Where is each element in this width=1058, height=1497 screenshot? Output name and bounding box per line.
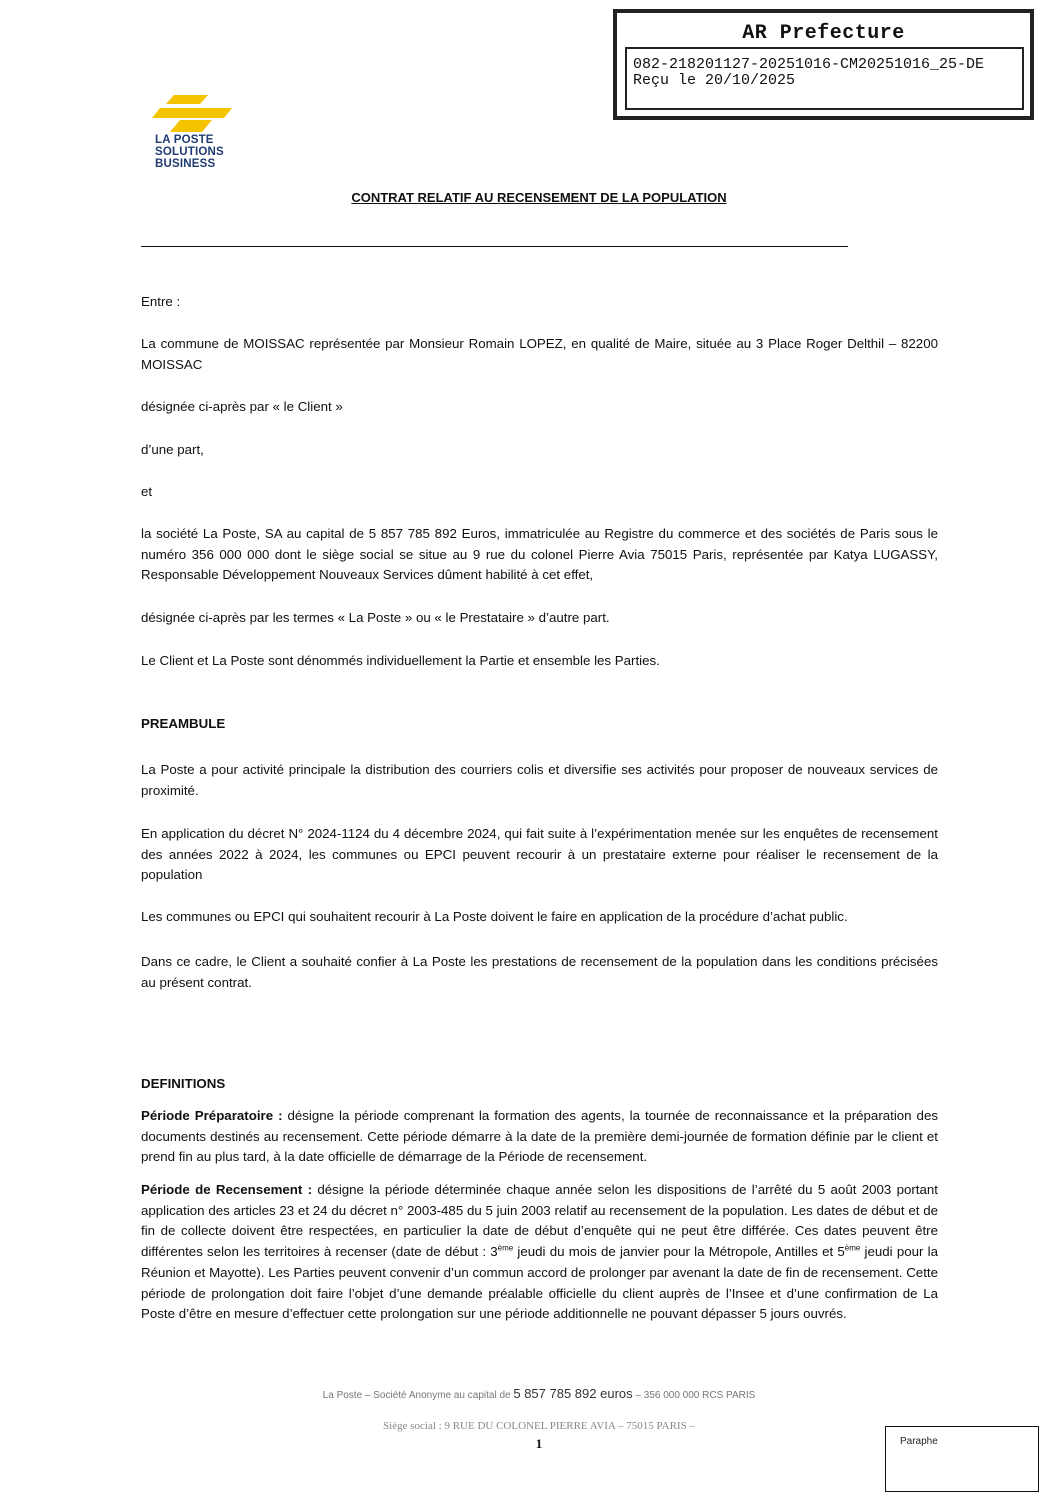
footer-company-line — [0, 1386, 1058, 1401]
client-designation: désignée ci-après par « le Client » — [141, 399, 343, 414]
provider-designation: désignée ci-après par les termes « La Poste » ou « le Prestataire » d’autre part. — [141, 610, 610, 625]
definition-text: désigne la période déterminée chaque année selon les dispositions de l’arrêté du 5 août 2003 portant application des articles 23 et 24 du décret n° 2003-485 du 5 juin 2003 relatif au recensement de la population. Les dates de début et de fin de collecte doivent être respectées, en particulier la date de début d’enquête qui ne peut être différée. Ces dates peuvent être différentes selon les territoires à recenser (date de début : 3 — [141, 1182, 938, 1260]
footer-suffix: – 356 000 000 RCS PARIS — [632, 1390, 756, 1401]
entre-line: Entre : — [141, 294, 181, 309]
footer-address: Siège social : 9 RUE DU COLONEL PIERRE AVIA – 75015 PARIS – — [383, 1420, 695, 1432]
definition-periode-recensement — [141, 1180, 938, 1325]
logo-text — [155, 134, 224, 170]
definitions-heading: DEFINITIONS — [141, 1076, 226, 1091]
definition-text: désigne la période comprenant la formation des agents, la tournée de reconnaissance et la préparation des documents destinés au recensement. Cette période démarre à la date de la première demi-journée de formation définie par le client et prend fin au plus tard, à la date officielle de démarrage de la Période de recensement. — [141, 1108, 938, 1165]
preambule-paragraph-3: Les communes ou EPCI qui souhaitent recourir à La Poste doivent le faire en application de la procédure d’achat public. — [141, 909, 848, 924]
logo-line-1: LA POSTE — [155, 134, 214, 146]
definition-term: Période Préparatoire : — [141, 1108, 283, 1123]
footer-capital: 5 857 785 892 euros — [513, 1386, 633, 1401]
stamp-details — [625, 47, 1024, 110]
page-number: 1 — [535, 1436, 543, 1451]
provider-party: la société La Poste, SA au capital de 5 857 785 892 Euros, immatriculée au Registre du commerce et des sociétés de Paris sous le numéro 356 000 000 dont le siège social se situe au 9 rue du colonel Pierre Avia 75015 Paris, représentée par Katya LUGASSY, Responsable Développement Nouveaux Services dûment habilité à cet effet, — [141, 526, 938, 583]
superscript: ème — [844, 1243, 861, 1253]
definition-text: jeudi pour la Réunion et Mayotte). Les Parties peuvent convenir d’un commun accord de prolonger par avenant la date de fin de recensement. Cette période de prolongation doit faire l’objet d’une demande préalable officielle du client auprès de l’Insee et d’une confirmation de La Poste d’être en mesure d’effectuer cette prolongation sur une période additionnelle ne pouvant dépasser 5 jours ouvrés. — [141, 1244, 938, 1322]
logo-line-3: BUSINESS — [155, 158, 216, 170]
preambule-paragraph-4: Dans ce cadre, le Client a souhaité confier à La Poste les prestations de recensement de la population dans les conditions précisées au présent contrat. — [141, 954, 938, 990]
logo-line-2: SOLUTIONS — [155, 146, 224, 158]
stamp-title: AR Prefecture — [742, 22, 905, 45]
definition-periode-preparatoire — [141, 1106, 938, 1168]
footer-prefix: La Poste – Société Anonyme au capital de — [322, 1390, 514, 1401]
paraphe-label: Paraphe — [900, 1436, 938, 1447]
preambule-heading: PREAMBULE — [141, 716, 226, 731]
et-line: et — [141, 484, 153, 499]
superscript: ème — [497, 1243, 514, 1253]
parties-together: Le Client et La Poste sont dénommés individuellement la Partie et ensemble les Parties. — [141, 653, 660, 668]
client-party: La commune de MOISSAC représentée par Monsieur Romain LOPEZ, en qualité de Maire, située au 3 Place Roger Delthil – 82200 MOISSAC — [141, 336, 938, 372]
stamp-reference: 082-218201127-20251016-CM20251016_25-DE — [633, 56, 985, 73]
first-part-line: d’une part, — [141, 442, 204, 457]
title-divider — [141, 246, 848, 247]
definition-term: Période de Recensement : — [141, 1182, 313, 1197]
definition-text: jeudi du mois de janvier pour la Métropole, Antilles et 5 — [513, 1244, 845, 1260]
document-title: CONTRAT RELATIF AU RECENSEMENT DE LA POPULATION — [351, 190, 727, 205]
paraphe-box — [885, 1426, 1039, 1492]
preambule-paragraph-1: La Poste a pour activité principale la distribution des courriers colis et diversifie ses activités pour proposer de nouveaux services de proximité. — [141, 762, 938, 798]
stamp-received-date: Reçu le 20/10/2025 — [633, 72, 796, 89]
preambule-paragraph-2: En application du décret N° 2024-1124 du 4 décembre 2024, qui fait suite à l’expérimentation menée sur les enquêtes de recensement des années 2022 à 2024, les communes ou EPCI peuvent recourir à un prestataire externe pour réaliser le recensement de la population — [141, 826, 938, 883]
prefecture-stamp — [613, 9, 1034, 120]
